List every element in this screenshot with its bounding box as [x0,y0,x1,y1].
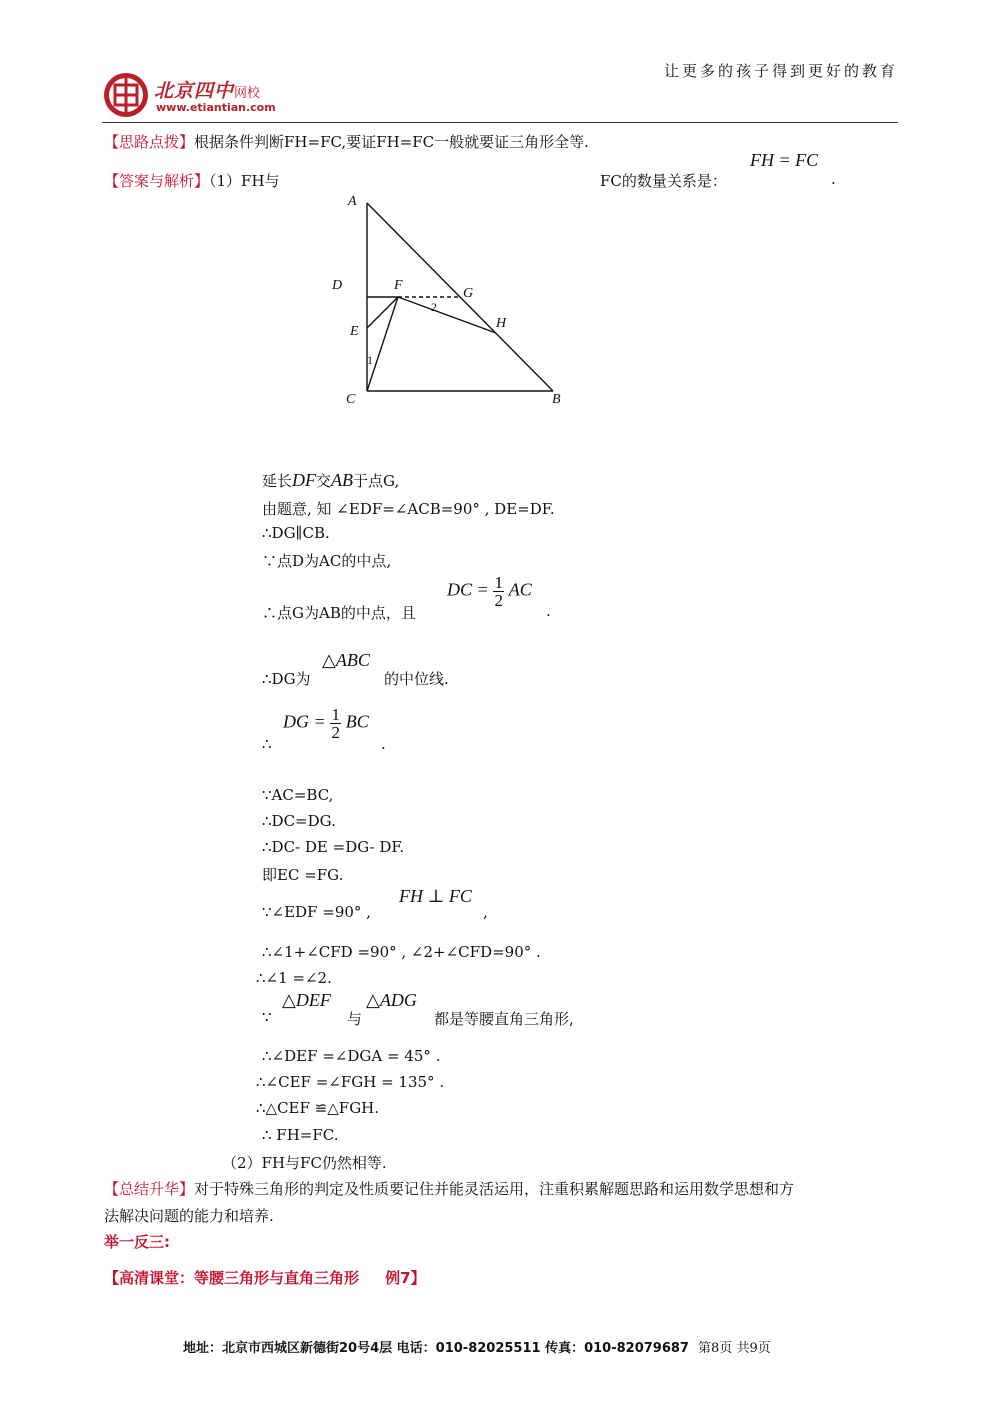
segment-fc [367,297,398,391]
formula-triangle-abc: △ABC [322,650,370,670]
summary-line-2: 法解决问题的能力和培养. [104,1207,274,1225]
answer-part1-middle: FC的数量关系是： [600,172,727,190]
step-17: ∴∠CEF =∠FGH = 135° . [256,1073,445,1091]
video-lesson-title[interactable]: 【高清课堂：等腰三角形与直角三角形 例7】 [104,1269,426,1287]
label-d: D [332,278,343,293]
formula-fh-perp-fc: FH ⊥ FC [399,886,472,906]
label-e: E [350,324,359,339]
header-divider [102,122,898,123]
step-15-pre: ∵ [262,1008,272,1026]
logo-suffix: 网校 [234,86,261,101]
label-c: C [346,392,356,407]
answer-part-2: （2）FH与FC仍然相等. [222,1154,387,1172]
formula-triangle-adg: △ADG [366,990,417,1010]
formula-ab: AB [331,470,354,490]
answer-line [104,170,280,191]
step-15-mid: 与 [347,1010,363,1028]
formula-triangle-def: △DEF [282,990,331,1010]
step-4: ∵点D为AC的中点, [262,552,392,570]
footer-address: 地址：北京市西城区新德街20号4层 电话：010-82025511 传真：010-82079687 [183,1341,689,1356]
label-angle-1: 1 [367,353,373,367]
step-9: ∴DC=DG. [262,812,336,830]
label-angle-2: 2 [431,300,437,314]
step-5: ∴点G为AB的中点，且 [262,604,416,622]
formula-dg-half-bc: DG = $\frac{1}{2}$ BC [283,705,369,742]
step-6-post: 的中位线. [384,670,449,688]
hint-tag: 【思路点拨】 [104,133,195,151]
step-19: ∴ FH=FC. [262,1126,339,1144]
step-16: ∴∠DEF =∠DGA = 45° . [262,1047,441,1065]
step-5-end: . [546,602,551,620]
page-footer [183,1337,771,1356]
summary-line-1: 【总结升华】对于特殊三角形的判定及性质要记住并能灵活运用，注重积累解题思路和运用数学思想和方 [104,1180,795,1198]
label-h: H [496,316,507,331]
step-13: ∴∠1+∠CFD =90° , ∠2+∠CFD=90° . [262,943,541,961]
step-14: ∴∠1 =∠2. [256,969,332,987]
step-12-pre: ∵∠EDF =90° , [262,903,371,921]
step-1: 延长DF交AB于点G, [262,470,400,490]
header-slogan: 让更多的孩子得到更好的教育 [663,62,898,80]
logo-url: www.etiantian.com [156,101,276,114]
page-number: 第8页 共9页 [698,1341,771,1356]
formula-dc-half-ac: DC = $\frac{1}{2}$ AC [447,573,532,610]
answer-part1-prefix: （1）FH与 [209,172,280,190]
hint-text: 根据条件判断FH=FC,要证FH=FC一般就要证三角形全等. [194,133,589,151]
formula-fh-equals-fc: FH = FC [750,150,819,170]
answer-tag: 【答案与解析】 [104,172,210,190]
label-f: F [394,278,403,293]
answer-part1-end: . [831,170,836,188]
label-a: A [348,194,357,209]
fraction-one-half: $\frac{1}{2}$ [331,705,340,742]
step-3: ∴DG∥CB. [262,524,330,542]
formula-df: DF [292,470,317,490]
step-6-pre: ∴DG为 [262,670,311,688]
logo-name: 北京四中网校 [154,80,261,102]
label-g: G [463,286,474,301]
step-10: ∴DC- DE =DG- DF. [262,838,405,856]
step-12-post: , [483,903,488,921]
summary-tag: 【总结升华】 [104,1180,195,1198]
step-18: ∴△CEF ≌△FGH. [256,1099,380,1117]
step-7-end: . [381,735,386,753]
step-15-post: 都是等腰直角三角形, [434,1010,574,1028]
geometry-figure [320,185,580,415]
hint-paragraph [104,131,589,152]
step-8: ∵AC=BC, [262,786,334,804]
step-7-pre: ∴ [262,735,272,753]
step-11: 即EC =FG. [262,866,344,884]
segment-fh [398,297,496,333]
practice-title: 举一反三: [104,1233,170,1251]
label-b: B [552,392,561,407]
step-2: 由题意, 知 ∠EDF=∠ACB=90° , DE=DF. [262,500,555,518]
fraction-one-half: $\frac{1}{2}$ [494,573,503,610]
